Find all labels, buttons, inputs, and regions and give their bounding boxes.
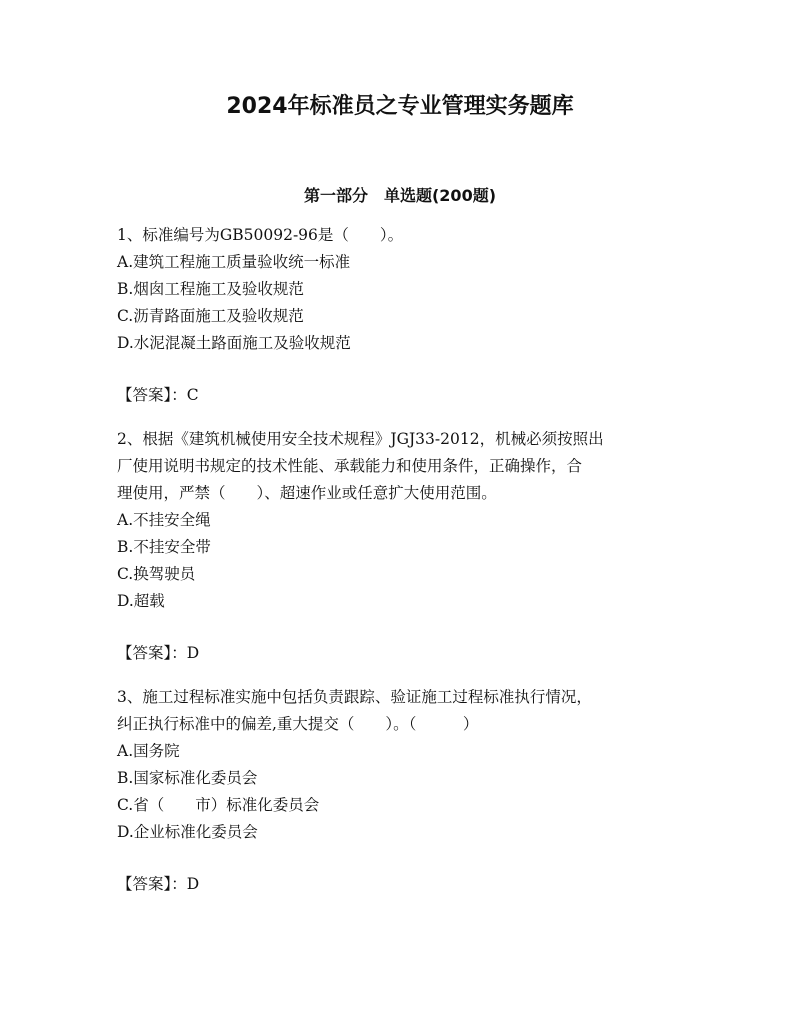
question-list — [117, 222, 687, 915]
option-b: B.国家标准化委员会 — [117, 769, 258, 787]
section-title: 第一部分 单选题(200题) — [303, 186, 497, 205]
question-2 — [117, 426, 687, 667]
option-d: D.超载 — [117, 592, 165, 610]
question-stem: 1、标准编号为GB50092-96是（ ）。 — [117, 226, 404, 244]
option-b: B.不挂安全带 — [117, 538, 211, 556]
option-b: B.烟囱工程施工及验收规范 — [117, 280, 304, 298]
option-c: C.换驾驶员 — [117, 565, 196, 583]
option-d: D.水泥混凝土路面施工及验收规范 — [117, 334, 351, 352]
question-stem: 理使用，严禁（ ）、超速作业或任意扩大使用范围。 — [117, 484, 497, 502]
question-1 — [117, 222, 687, 409]
question-stem: 2、根据《建筑机械使用安全技术规程》JGJ33-2012，机械必须按照出 — [117, 430, 604, 448]
answer-line: 【答案】：D — [117, 644, 200, 662]
option-a: A.不挂安全绳 — [117, 511, 211, 529]
document-title: 2024年标准员之专业管理实务题库 — [226, 94, 574, 119]
question-stem: 厂使用说明书规定的技术性能、承载能力和使用条件，正确操作，合 — [117, 457, 583, 475]
question-stem: 纠正执行标准中的偏差,重大提交（ ）。（ ） — [117, 715, 479, 733]
option-a: A.国务院 — [117, 742, 180, 760]
option-c: C.沥青路面施工及验收规范 — [117, 307, 304, 325]
answer-line: 【答案】：C — [117, 386, 199, 404]
answer-line: 【答案】：D — [117, 875, 200, 893]
option-c: C.省（ 市）标准化委员会 — [117, 796, 320, 814]
question-stem: 3、施工过程标准实施中包括负责跟踪、验证施工过程标准执行情况， — [117, 688, 592, 706]
question-3 — [117, 684, 687, 898]
option-a: A.建筑工程施工质量验收统一标准 — [117, 253, 351, 271]
option-d: D.企业标准化委员会 — [117, 823, 258, 841]
